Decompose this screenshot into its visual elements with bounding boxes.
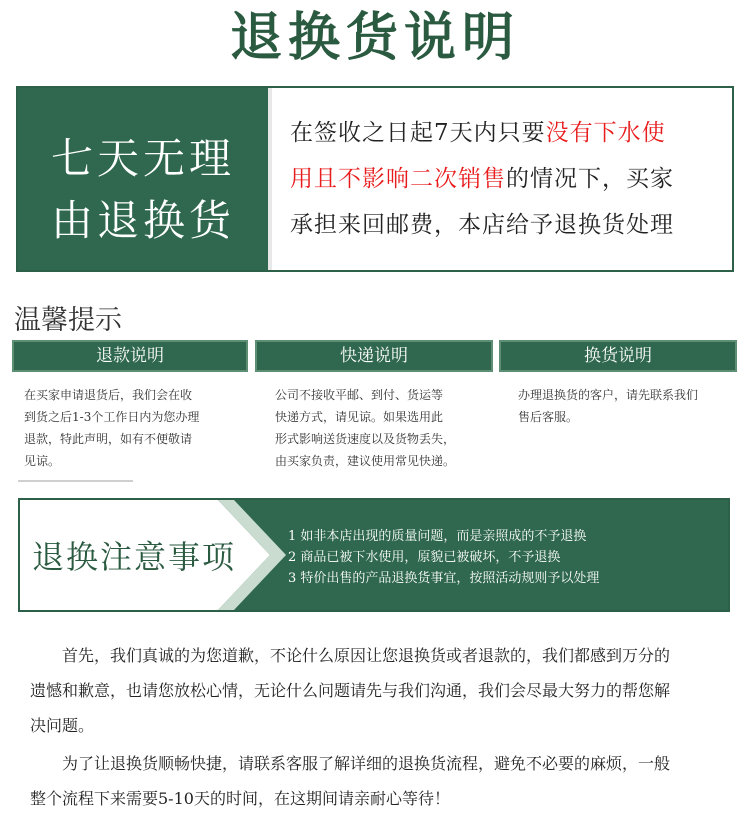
refund-tip-line: 退款，特此声明，如有不便敬请 bbox=[24, 432, 193, 446]
policy-badge-line2: 由退换货 bbox=[50, 196, 235, 245]
page-title: 退换货说明 bbox=[229, 8, 520, 68]
apology-paragraph bbox=[30, 638, 730, 743]
notice-item: 2 商品已被下水使用，原貌已被破坏，不予退换 bbox=[288, 550, 561, 565]
shipping-tip-line: 公司不接收平邮、到付、货运等 bbox=[275, 388, 444, 402]
policy-line1-text: 在签收之日起7天内只要 bbox=[290, 120, 546, 146]
refund-tip-line: 在买家申请退货后，我们会在收 bbox=[24, 388, 193, 402]
tab-refund: 退款说明 bbox=[12, 340, 248, 372]
process-paragraph bbox=[30, 746, 730, 816]
paragraph-line: 为了让退换货顺畅快捷，请联系客服了解详细的退换货流程，避免不必要的麻烦，一般 bbox=[62, 754, 671, 773]
shipping-tip-line: 由买家负责，建议使用常见快递。 bbox=[275, 454, 456, 468]
shipping-tip bbox=[275, 384, 455, 472]
return-notice-box bbox=[18, 498, 730, 612]
policy-line2-highlight: 用且不影响二次销售 bbox=[290, 166, 506, 192]
refund-tip-line: 见谅。 bbox=[24, 454, 61, 468]
exchange-tip bbox=[518, 384, 698, 428]
notice-item: 1 如非本店出现的质量问题，而是亲照成的不予退换 bbox=[288, 529, 587, 544]
policy-line2 bbox=[290, 156, 730, 202]
shipping-tip-line: 快递方式，请见谅。如果选用此 bbox=[275, 410, 444, 424]
policy-line3: 承担来回邮费，本店给予退换货处理 bbox=[290, 212, 674, 238]
paragraph-line: 决问题。 bbox=[30, 716, 95, 735]
policy-badge-line1: 七天无理 bbox=[50, 134, 235, 183]
refund-tip bbox=[24, 384, 199, 472]
shipping-tip-line: 形式影响送货速度以及货物丢失， bbox=[275, 432, 456, 446]
paragraph-line: 整个流程下来需要5-10天的时间，在这期间请亲耐心等待！ bbox=[30, 789, 450, 808]
policy-badge bbox=[18, 88, 272, 270]
tips-heading: 温馨提示 bbox=[14, 305, 122, 336]
notice-item: 3 特价出售的产品退换货事宜，按照活动规则予以处理 bbox=[288, 571, 600, 586]
divider bbox=[18, 480, 133, 482]
exchange-tip-line: 售后客服。 bbox=[518, 410, 579, 424]
notice-title: 退换注意事项 bbox=[32, 538, 237, 576]
policy-line1 bbox=[290, 110, 730, 156]
policy-description bbox=[290, 110, 730, 248]
notice-items bbox=[288, 526, 599, 589]
paragraph-line: 遗憾和歉意，也请您放松心情，无论什么问题请先与我们沟通，我们会尽最大努力的帮您解 bbox=[30, 681, 671, 700]
seven-day-policy-box bbox=[16, 86, 734, 272]
policy-line2-text: 的情况下，买家 bbox=[506, 166, 674, 192]
exchange-tip-line: 办理退换货的客户，请先联系我们 bbox=[518, 388, 699, 402]
policy-line1-highlight: 没有下水使 bbox=[545, 120, 666, 146]
refund-tip-line: 到货之后1-3个工作日内为您办理 bbox=[24, 410, 200, 424]
tab-exchange: 换货说明 bbox=[499, 340, 737, 372]
paragraph-line: 首先，我们真诚的为您道歉，不论什么原因让您退换货或者退款的，我们都感到万分的 bbox=[62, 646, 671, 665]
tab-shipping: 快递说明 bbox=[255, 340, 493, 372]
